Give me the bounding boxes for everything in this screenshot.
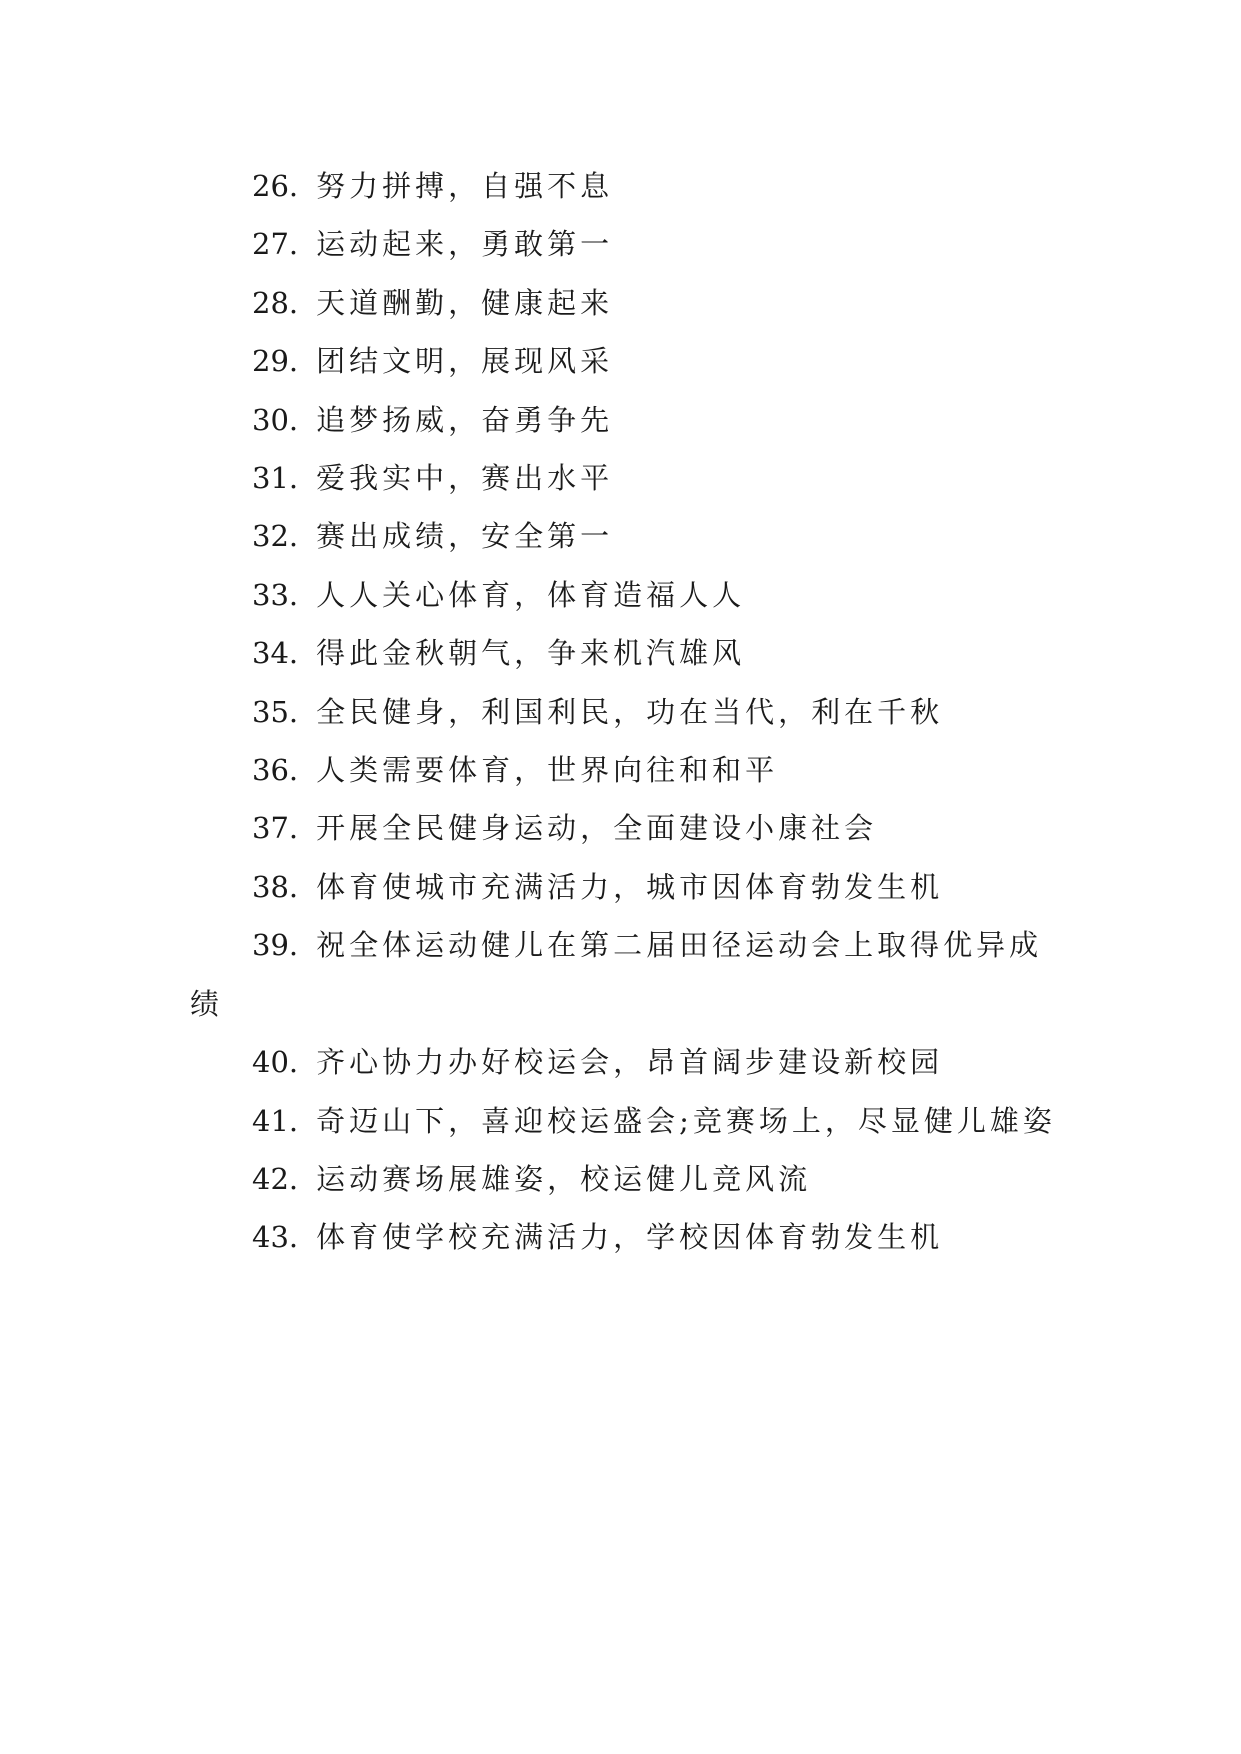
item-number: 35. [252,694,299,729]
item-number: 33. [252,577,299,612]
item-text: 天道酬勤，健康起来 [316,285,614,320]
item-text: 团结文明，展现风采 [316,344,614,379]
list-item [190,1033,1062,1091]
list-item [190,1092,1062,1150]
item-text: 体育使城市充满活力，城市因体育勃发生机 [316,869,944,904]
item-number: 41. [252,1103,299,1138]
list-item [190,157,1062,215]
item-text: 爱我实中，赛出水平 [316,461,614,496]
list-item [190,624,1062,682]
item-number: 26. [252,169,299,203]
list-item [190,683,1062,741]
list-item [190,507,1062,565]
slogan-list [190,157,1062,1267]
item-text: 人类需要体育，世界向往和和平 [316,753,779,788]
list-item [190,215,1062,273]
item-number: 29. [252,344,299,379]
item-text: 运动赛场展雄姿，校运健儿竞风流 [316,1161,812,1196]
list-item [190,858,1062,916]
list-item [190,916,1062,1033]
item-number: 36. [252,753,299,788]
item-text: 齐心协力办好校运会，昂首阔步建设新校园 [316,1045,944,1080]
item-text: 奇迈山下，喜迎校运盛会;竞赛场上，尽显健儿雄姿 [316,1103,1056,1138]
list-item [190,449,1062,507]
item-text: 开展全民健身运动，全面建设小康社会 [316,811,878,846]
item-text: 努力拼搏，自强不息 [316,169,614,203]
item-text: 全民健身，利国利民，功在当代，利在千秋 [316,694,944,729]
item-text: 祝全体运动健儿在第二届田径运动会上取得优异成绩 [190,928,1043,1021]
item-number: 27. [252,227,299,262]
list-item [190,274,1062,332]
list-item [190,1150,1062,1208]
list-item [190,391,1062,449]
item-text: 追梦扬威，奋勇争先 [316,402,614,437]
item-number: 34. [252,636,299,671]
item-number: 40. [252,1045,299,1080]
item-number: 42. [252,1161,299,1196]
item-number: 28. [252,285,299,320]
list-item [190,566,1062,624]
item-text: 体育使学校充满活力，学校因体育勃发生机 [316,1220,944,1255]
item-text: 运动起来，勇敢第一 [316,227,614,262]
item-text: 得此金秋朝气，争来机汽雄风 [316,636,746,671]
list-item [190,799,1062,857]
item-number: 32. [252,519,299,554]
list-item [190,741,1062,799]
item-number: 31. [252,461,299,496]
item-number: 30. [252,402,299,437]
list-item [190,1208,1062,1266]
item-number: 37. [252,811,299,846]
item-number: 39. [252,928,299,963]
list-item [190,332,1062,390]
item-text: 赛出成绩，安全第一 [316,519,614,554]
item-number: 38. [252,869,299,904]
item-text: 人人关心体育，体育造福人人 [316,577,746,612]
item-number: 43. [252,1220,299,1255]
